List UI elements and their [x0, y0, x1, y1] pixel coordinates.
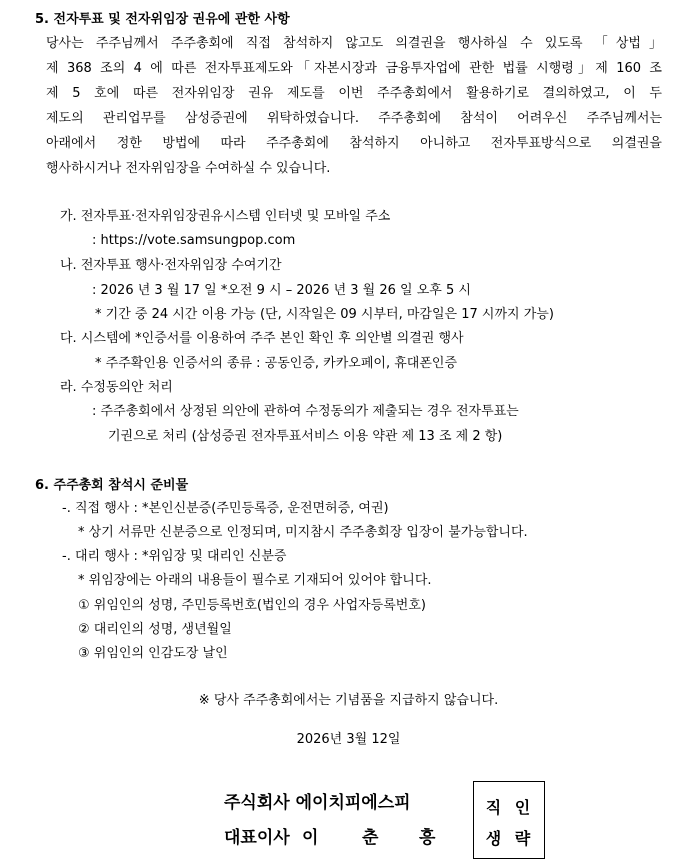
- proxy-requirement-item: ② 대리인의 성명, 생년월일: [78, 622, 232, 637]
- vote-url: : https://vote.samsungpop.com: [92, 233, 296, 248]
- ceo-name-char: 이: [302, 828, 319, 848]
- seal-text: 생 략: [485, 829, 535, 848]
- section-5-title: 5. 전자투표 및 전자위임장 권유에 관한 사항: [35, 12, 290, 27]
- section-5-paragraph-line: 제도의 관리업무를 삼성증권에 위탁하였습니다. 주주총회에 참석이 어려우신 주주님께서는: [46, 111, 662, 126]
- item-ga: 가. 전자투표·전자위임장권유시스템 인터넷 및 모바일 주소: [60, 209, 391, 224]
- item-na: 나. 전자투표 행사·전자위임장 수여기간: [60, 258, 282, 273]
- seal-text: 직 인: [485, 798, 535, 817]
- direct-attendance: -. 직접 행사 : *본인신분증(주민등록증, 운전면허증, 여권): [62, 501, 389, 516]
- section-5-paragraph-line: 제 368 조의 4 에 따른 전자투표제도와「자본시장과 금융투자업에 관한 법률 시행령」제 160 조: [46, 61, 662, 76]
- section-6-title: 6. 주주총회 참석시 준비물: [35, 478, 189, 493]
- item-da: 다. 시스템에 *인증서를 이용하여 주주 본인 확인 후 의안별 의결권 행사: [60, 331, 464, 346]
- company-name: 주식회사 에이치피에스피: [224, 793, 411, 813]
- section-5-paragraph-line: 당사는 주주님께서 주주총회에 직접 참석하지 않고도 의결권을 행사하실 수 있도록 「상법」: [46, 36, 662, 51]
- document-date: 2026년 3월 12일: [296, 732, 401, 747]
- section-5-paragraph-line: 행사하시거나 전자위임장을 수여하실 수 있습니다.: [46, 161, 331, 176]
- section-5-paragraph-line: 아래에서 정한 방법에 따라 주주총회에 참석하지 아니하고 전자투표방식으로 의결권을: [46, 136, 662, 151]
- voting-period-note: * 기간 중 24 시간 이용 가능 (단, 시작일은 09 시부터, 마감일은 17 시까지 가능): [95, 307, 554, 322]
- proxy-attendance-note: * 위임장에는 아래의 내용들이 필수로 기재되어 있어야 합니다.: [78, 573, 432, 588]
- item-ra: 라. 수정동의안 처리: [60, 380, 173, 395]
- section-5-paragraph-line: 제 5 호에 따른 전자위임장 권유 제도를 이번 주주총회에서 활용하기로 결의하였고, 이 두: [46, 86, 662, 101]
- certificate-types: * 주주확인용 인증서의 종류 : 공동인증, 카카오페이, 휴대폰인증: [95, 356, 458, 371]
- ceo-label: 대표이사: [224, 828, 290, 848]
- voting-period: : 2026 년 3 월 17 일 *오전 9 시 – 2026 년 3 월 26 일 오후 5 시: [92, 283, 471, 298]
- ceo-name-char: 춘: [362, 828, 379, 848]
- amendment-note-line: 기권으로 처리 (삼성증권 전자투표서비스 이용 약관 제 13 조 제 2 항): [108, 429, 503, 444]
- ceo-name-char: 흥: [419, 828, 436, 848]
- proxy-requirement-item: ③ 위임인의 인감도장 날인: [78, 646, 228, 661]
- proxy-attendance: -. 대리 행사 : *위임장 및 대리인 신분증: [62, 549, 287, 564]
- seal-omitted-box: [473, 781, 545, 859]
- proxy-requirement-item: ① 위임인의 성명, 주민등록번호(법인의 경우 사업자등록번호): [78, 598, 426, 613]
- direct-attendance-note: * 상기 서류만 신분증으로 인정되며, 미지참시 주주총회장 입장이 불가능합니다.: [78, 525, 528, 540]
- souvenir-notice: ※ 당사 주주총회에서는 기념품을 지급하지 않습니다.: [198, 693, 499, 708]
- amendment-note-line: : 주주총회에서 상정된 의안에 관하여 수정동의가 제출되는 경우 전자투표는: [92, 404, 519, 419]
